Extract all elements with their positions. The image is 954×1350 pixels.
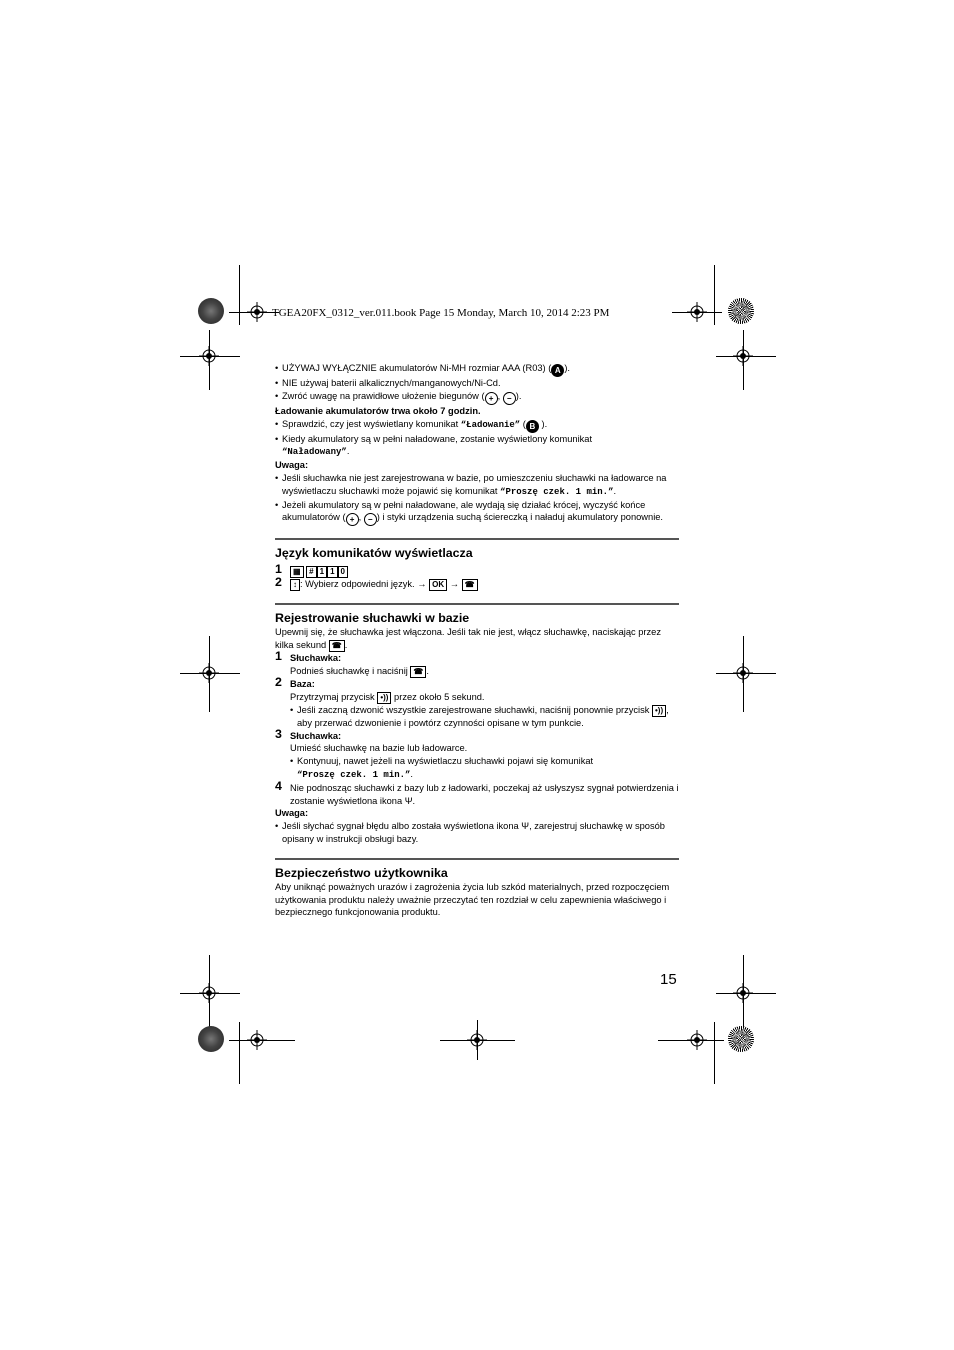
ok-key: OK	[429, 579, 447, 591]
callout-a-icon: A	[551, 364, 564, 377]
body-text: Aby uniknąć poważnych urazów i zagrożenia życia lub szkód materialnych, przed rozpoczęciem użytkowania produktu należy uważnie przeczytać ten rozdział w celu zapewnienia właściwego i bezpiecznego funkcjonowania produktu.	[275, 881, 670, 918]
bullet-text: UŻYWAJ WYŁĄCZNIE akumulatorów Ni-MH rozmiar AAA (R03) (	[282, 363, 552, 373]
registration-target-icon	[687, 302, 707, 322]
registration-target-icon	[247, 302, 267, 322]
list-item: • Zwróć uwagę na prawidłowe ułożenie biegunów ( + , − ).	[275, 390, 679, 405]
crop-line	[714, 265, 715, 325]
step-label: Słuchawka:	[290, 653, 342, 664]
step-text	[275, 691, 679, 704]
antenna-icon: Ψ	[404, 795, 413, 806]
registration-target-icon	[467, 1030, 487, 1050]
off-key-icon: ☎	[462, 579, 478, 591]
step-number: 1	[275, 562, 282, 577]
note-label: Uwaga:	[275, 460, 309, 471]
key-hash: #	[306, 566, 316, 578]
step-sentence: przez około 5 sekund.	[394, 691, 485, 702]
step-number: 3	[275, 726, 282, 741]
bullet-text: ).	[564, 363, 570, 373]
antenna-icon: Ψ	[521, 821, 530, 832]
note-label: Uwaga:	[275, 808, 309, 819]
step-item: 4 Nie podnosząc słuchawki z bazy lub z ładowarki, poczekaj aż usłyszysz sygnał potwierdzenia i zostanie wyświetlona ikona Ψ.	[275, 778, 679, 806]
list-item: • Kiedy akumulatory są w pełni naładowane, zostanie wyświetlony komunikat “Naładowany”.	[275, 433, 679, 460]
bullet-text: Kiedy akumulatory są w pełni naładowane, zostanie wyświetlony komunikat	[282, 433, 593, 444]
list-item	[275, 820, 679, 846]
step-label: Słuchawka:	[290, 730, 342, 741]
section-divider	[275, 603, 679, 605]
bullet-text: Kontynuuj, nawet jeżeli na wyświetlaczu słuchawki pojawi się komunikat	[297, 756, 594, 767]
list-item	[275, 704, 679, 730]
bullet-text: , zarejestruj słuchawkę w sposób opisany w instrukcji obsługi bazy.	[282, 821, 665, 844]
step-item	[275, 562, 679, 578]
step-item	[275, 674, 679, 691]
step-item	[275, 649, 679, 665]
key-1: 1	[317, 566, 327, 578]
step-sentence: Przytrzymaj przycisk	[290, 691, 375, 702]
callout-b-icon: B	[526, 420, 539, 433]
step-text: Podnieś słuchawkę i naciśnij ☎ .	[290, 665, 429, 676]
section-divider	[275, 538, 679, 540]
registration-rosette	[198, 298, 224, 324]
plus-polarity-icon: +	[346, 513, 359, 526]
bullet-text: , aby przerwać dzwonienie i powtórz czynności opisane w tym punkcie.	[297, 704, 669, 728]
step-item	[275, 726, 679, 743]
bullet-text: Jeśli słuchawka nie jest zarejestrowana w bazie, po umieszczeniu słuchawki na ładowarce na wyświetlaczu słuchawki może pojawić się komunikat	[282, 472, 667, 496]
bullet-text: Sprawdzić, czy jest wyświetlany komunikat	[282, 418, 461, 429]
step-number: 2	[275, 575, 282, 590]
step-item	[275, 575, 679, 591]
display-message: “Naładowany”	[282, 447, 347, 458]
step-sentence: Nie podnosząc słuchawki z bazy lub z ładowarki, poczekaj aż usłyszysz sygnał potwierdzenia i zostanie wyświetlona ikona	[290, 782, 679, 806]
section-title: Rejestrowanie słuchawki w bazie	[275, 611, 470, 626]
list-item: • Kontynuuj, nawet jeżeli na wyświetlaczu słuchawki pojawi się komunikat “Proszę czek. 1 min.”.	[275, 755, 679, 782]
bullet-text: Jeśli słychać sygnał błędu albo została wyświetlona ikona	[282, 821, 519, 832]
section-divider	[275, 858, 679, 860]
list-item: • Jeżeli akumulatory są w pełni naładowane, ale wydają się działać krócej, wyczyść końce akumulatorów ( + , − ) i styki urządzenia suchą ściereczką i naładuj akumulatory ponownie.	[275, 499, 679, 527]
registration-target-icon	[733, 346, 753, 366]
display-message: “Proszę czek. 1 min.”	[297, 769, 411, 780]
intro-text: Upewnij się, że słuchawka jest włączona. Jeśli tak nie jest, włącz słuchawkę, naciskając przez kilka sekund ☎ .	[275, 627, 661, 651]
registration-target-icon	[247, 1030, 267, 1050]
registration-target-icon	[733, 983, 753, 1003]
navigator-key-icon: ↕	[290, 579, 300, 591]
display-message: “Proszę czek. 1 min.”	[500, 486, 614, 497]
crop-line	[239, 265, 240, 325]
step-text: Umieść słuchawkę na bazie lub ładowarce.	[290, 743, 468, 754]
menu-key-icon: ▦	[290, 566, 304, 578]
section-title: Bezpieczeństwo użytkownika	[275, 865, 448, 880]
minus-polarity-icon: −	[503, 392, 516, 405]
bullet-text: ).	[515, 390, 522, 401]
registration-target-icon	[687, 1030, 707, 1050]
registration-rosette	[198, 1026, 224, 1052]
registration-target-icon	[733, 663, 753, 683]
minus-polarity-icon: −	[364, 513, 377, 526]
crop-line	[239, 1022, 240, 1084]
bullet-text: Zwróć uwagę na prawidłowe ułożenie biegunów (	[282, 390, 485, 401]
off-key-icon: ☎	[329, 640, 345, 652]
list-item: • Sprawdzić, czy jest wyświetlany komunikat “Ładowanie” ( B ).	[275, 418, 679, 433]
list-item: • NIE używaj baterii alkalicznych/manganowych/Ni-Cd.	[275, 377, 679, 390]
arrow-icon: →	[449, 579, 459, 590]
step-label: Baza:	[290, 678, 315, 689]
key-1: 1	[327, 566, 337, 578]
print-header: TGEA20FX_0312_ver.011.book Page 15 Monday, March 10, 2014 2:23 PM	[272, 307, 610, 319]
charge-time-heading: Ładowanie akumulatorów trwa około 7 godzin.	[275, 405, 481, 416]
locator-key-icon: •))	[652, 705, 666, 717]
bullet-text: ) i styki urządzenia suchą ściereczką i naładuj akumulatory ponownie.	[376, 512, 664, 523]
key-0: 0	[338, 566, 348, 578]
locator-key-icon: •))	[377, 692, 391, 704]
list-item	[275, 362, 679, 377]
registration-target-icon	[199, 346, 219, 366]
registration-target-icon	[199, 983, 219, 1003]
display-message: “Ładowanie”	[460, 419, 521, 430]
step-sentence: Podnieś słuchawkę i naciśnij	[290, 665, 408, 676]
registration-rosette	[728, 298, 754, 324]
plus-polarity-icon: +	[485, 392, 498, 405]
section-title: Język komunikatów wyświetlacza	[275, 546, 473, 561]
list-item: • Jeśli słuchawka nie jest zarejestrowana w bazie, po umieszczeniu słuchawki na ładowarce na wyświetlaczu słuchawki może pojawić się komunikat “Proszę czek. 1 min.”.	[275, 472, 679, 499]
page-content	[275, 362, 679, 919]
bullet-text: ).	[541, 418, 548, 429]
page-number: 15	[660, 971, 677, 988]
step-number: 1	[275, 649, 282, 664]
step-number: 2	[275, 674, 282, 689]
off-key-icon: ☎	[410, 666, 426, 678]
intro-sentence: Upewnij się, że słuchawka jest włączona. Jeśli tak nie jest, włącz słuchawkę, naciskając przez kilka sekund	[275, 627, 661, 651]
step-number: 4	[275, 778, 282, 793]
bullet-text: Jeżeli akumulatory są w pełni naładowane, ale wydają się działać krócej, wyczyść końce akumulatorów (	[282, 499, 646, 523]
registration-rosette	[728, 1026, 754, 1052]
registration-target-icon	[199, 663, 219, 683]
bullet-text: Jeśli zaczną dzwonić wszystkie zarejestrowane słuchawki, naciśnij ponownie przycisk	[297, 704, 650, 715]
step-text: : Wybierz odpowiedni język. →	[300, 579, 430, 590]
crop-line	[714, 1022, 715, 1084]
